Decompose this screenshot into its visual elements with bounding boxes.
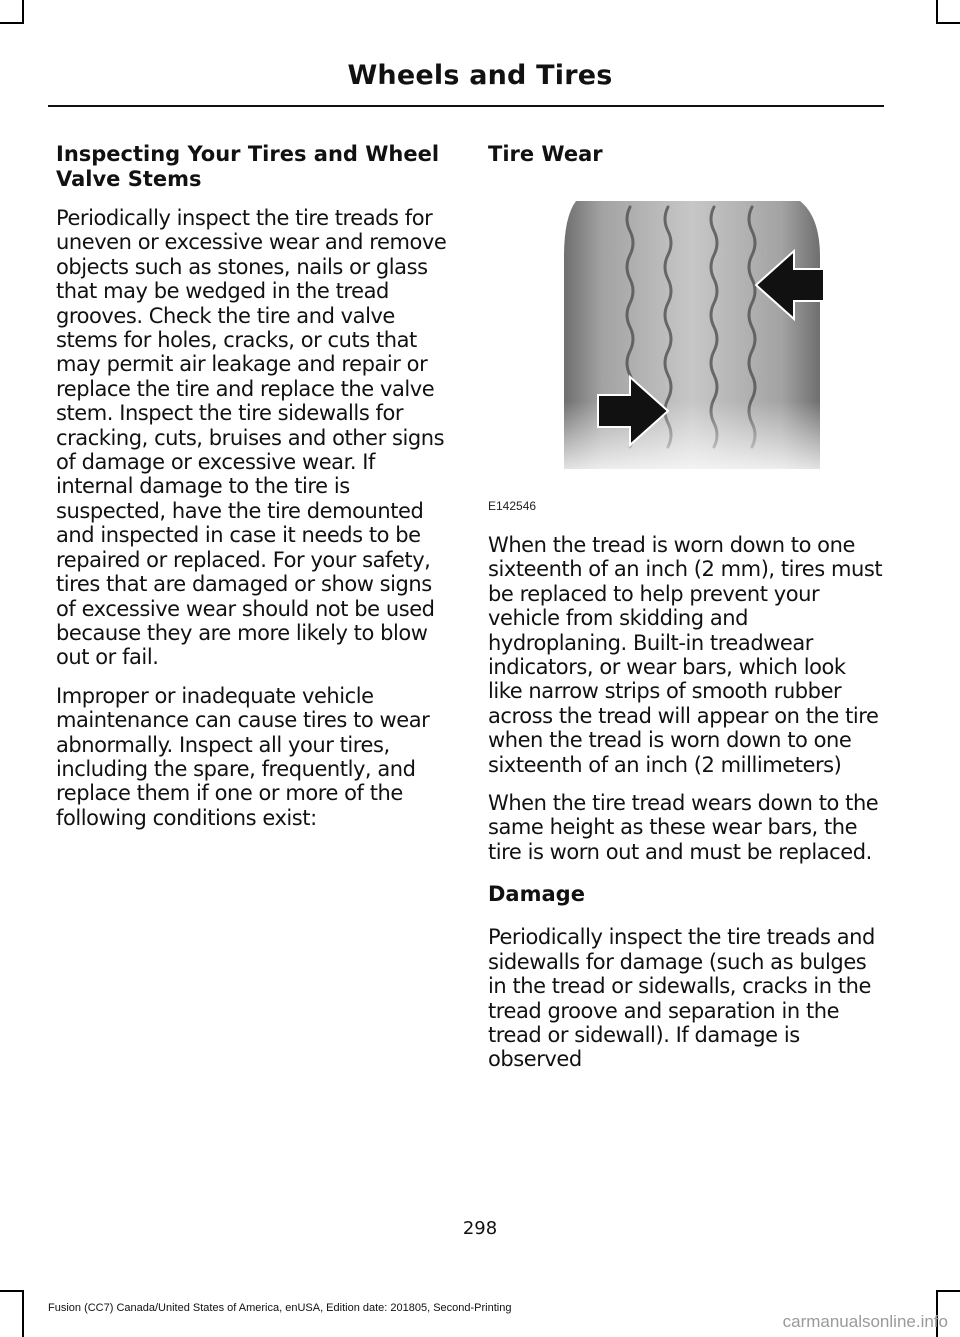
- watermark: carmanualsonline.info: [782, 1312, 948, 1331]
- header-divider: [48, 105, 884, 107]
- footer-edition-info: Fusion (CC7) Canada/United States of America, enUSA, Edition date: 201805, Second-Printing: [48, 1302, 512, 1314]
- paragraph-wear-bars: When the tire tread wears down to the same height as these wear bars, the tire is worn out and must be replaced.: [488, 791, 879, 864]
- figure-code: E142546: [488, 499, 537, 513]
- crop-mark-top-right: [936, 0, 938, 24]
- page-number: 298: [462, 1218, 498, 1239]
- crop-mark-bottom-left-h: [0, 1290, 22, 1292]
- paragraph-damage: Periodically inspect the tire treads and sidewalls for damage (such as bulges in the tread or sidewalls, cracks in the tread groove and separation in the tread or sidewall). If damage is observed: [488, 925, 875, 1072]
- paragraph-inspect-treads: Periodically inspect the tire treads for uneven or excessive wear and remove objects such as stones, nails or glass that may be wedged in the tread grooves. Check the tire and valve stems for holes, cracks, or cuts that may permit air leakage and repair or replace the tire and replace the valve stem. Inspect the tire sidewalls for cracking, cuts, bruises and other signs of damage or excessive wear. If internal damage to the tire is suspected, have the tire demounted and inspected in case it needs to be repaired or replaced. For your safety, tires that are damaged or show signs of excessive wear should not be used because they are more likely to blow out or fail.: [56, 206, 447, 670]
- paragraph-improper-maintenance: Improper or inadequate vehicle maintenance can cause tires to wear abnormally. Inspect all your tires, including the spare, frequently, and replace them if one or more of the following conditions exist:: [56, 683, 430, 830]
- crop-mark-top-left-h: [0, 22, 22, 24]
- crop-mark-top-right-h: [938, 22, 960, 24]
- crop-mark-top-left: [22, 0, 24, 24]
- section-heading-tire-wear: Tire Wear: [488, 142, 603, 166]
- right-column: [488, 142, 883, 1086]
- tire-tread-figure: [488, 197, 824, 513]
- left-column: [56, 142, 448, 844]
- tire-tread-illustration: [488, 197, 824, 469]
- crop-mark-bottom-right-h: [938, 1290, 960, 1292]
- page-header-title: Wheels and Tires: [347, 60, 613, 91]
- section-heading-inspecting: Inspecting Your Tires and Wheel Valve Stems: [56, 142, 440, 191]
- crop-mark-bottom-left: [22, 1290, 24, 1337]
- paragraph-tread-worn: When the tread is worn down to one sixteenth of an inch (2 mm), tires must be replaced to help prevent your vehicle from skidding and hydroplaning. Built-in treadwear indicators, or wear bars, which look like narrow strips of smooth rubber across the tread will appear on the tire when the tread is worn down to one sixteenth of an inch (2 millimeters): [488, 533, 883, 777]
- section-heading-damage: Damage: [488, 882, 585, 907]
